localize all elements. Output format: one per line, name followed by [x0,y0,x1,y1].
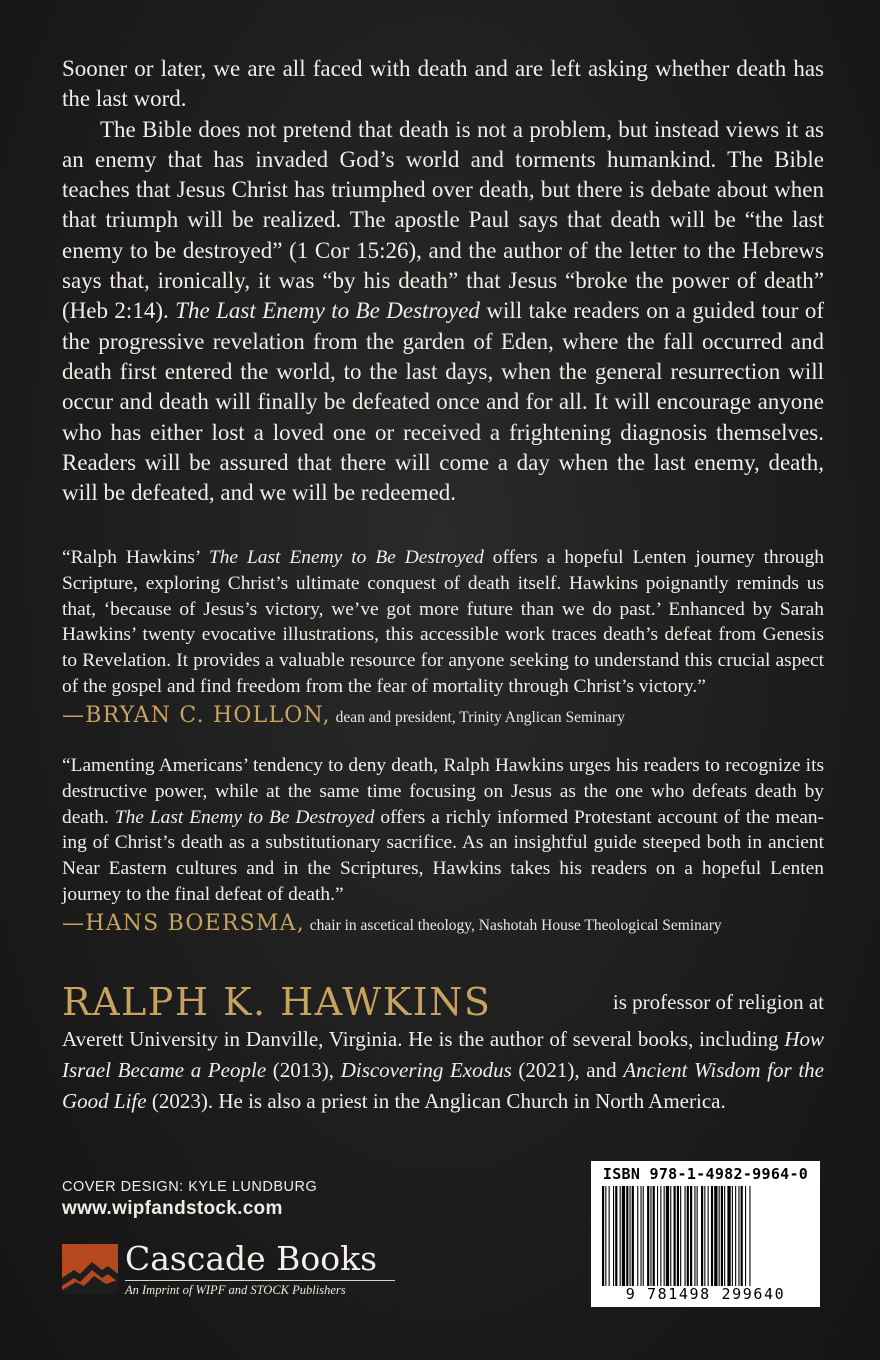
publisher-website[interactable]: www.wipfandstock.com [62,1198,283,1219]
quote-text: offers a hopeful Lenten journey through Scripture, exploring Christ’s ultimate conquest of death itself. Hawkins poignantly reminds us that, ‘because of Jesus’s victory, we’ve got more future than we do past.’ Enhanced by Sarah Hawkins’ twenty evocative illustrations, this accessible work traces death’s defeat from Genesis to Revelation. It provides a valuable resource for anyone seeking to understand this crucial aspect of the gospel and find freedom from the fear of mortality through Christ’s victory.” [62,547,824,697]
blurb-text: The Bible does not pretend that death is not a problem, but instead views it as an enemy that has invaded God’s world and torments humankind. The Bible teaches that Jesus Christ has triumphed over death, but there is debate about when that triumph will be realized. The apostle Paul says that death will be “the last enemy to be destroyed” (1 Cor 15:26), and the author of the letter to the Hebrews says that, ironically, it was “by his death” that Jesus “broke the power of death” (Heb 2:14). [62,116,824,324]
barcode-bar [657,1186,658,1286]
barcode-bar [711,1186,713,1286]
barcode-bar [630,1186,631,1286]
book-title: The Last Enemy to Be Destroyed [175,298,480,324]
isbn-barcode [591,1161,820,1307]
isbn-label: ISBN 978-1-4982-9964-0 [602,1165,809,1183]
blurb-paragraph-1: Sooner or later, we are all faced with death and are left asking whether death has the last word. [62,56,824,112]
barcode-bar [685,1186,686,1286]
book-title: The Last Enemy to Be Destroyed [208,547,484,568]
mountain-logo-icon [62,1244,118,1294]
endorsement-quote [62,545,824,700]
back-cover-blurb [62,54,824,508]
barcode-bar [670,1186,671,1286]
book-title: How Israel Became a People [62,1027,824,1082]
barcode-bar [680,1186,681,1286]
barcode-bar [637,1186,638,1286]
author-bio-text: (2023). He is also a priest in the Anglican Church in North America. [146,1089,726,1113]
barcode-bar [690,1186,692,1286]
barcode-bar [724,1186,725,1286]
author-bio [62,980,824,1117]
barcode-bar [704,1186,705,1286]
endorsement-boersma [62,753,824,941]
barcode-bar [666,1186,669,1286]
barcode-bar [735,1186,736,1286]
barcode-bar [719,1186,720,1286]
divider [125,1280,395,1281]
author-bio-text: Averett University in Danville, Virginia. He is the author of several books, including [62,1027,785,1051]
blurb-text: will take readers on a guided tour of the progressive revelation from the garden of Eden, where the fall occurred and death first entered the world, to the last days, when the general resurrection will occur and death will finally be defeated once and for all. It will encourage anyone who has either lost a loved one or received a frightening diagnosis themselves. Readers will be assured that there will come a day when the last enemy, death, will be defeated, and we will be redeemed. [62,298,825,506]
barcode-bar [697,1186,698,1286]
quote-text: “Ralph Hawkins’ [62,547,209,568]
endorsement-attribution [62,909,824,941]
quote-text: offers a richly informed Protestant account of the meaning of Christ’s death as a substitutionary sacrifice. As an insightful guide steeped both in ancient Near Eastern cultures and in the Scriptures, Hawkins takes his readers on a hopeful Lenten journey to the final defeat of death.” [62,806,825,905]
author-heading [62,980,824,1024]
endorser-name: —HANS BOERSMA, [62,910,305,936]
barcode-bar [749,1186,750,1286]
credits [62,1179,317,1220]
endorsement-attribution [62,701,824,733]
barcode-bar [714,1186,717,1286]
barcode-bar [727,1186,730,1286]
barcode-bar [660,1186,661,1286]
barcode-bar [732,1186,733,1286]
author-bio-body [62,1024,824,1117]
barcode-bar [677,1186,679,1286]
barcode-bar [653,1186,655,1286]
publisher-name: Cascade Books [125,1239,378,1278]
barcode-bar [741,1186,743,1286]
barcode-bar [643,1186,644,1286]
barcode-bar [745,1186,746,1286]
endorser-role: chair in ascetical theology, Nashotah House Theological Seminary [309,916,722,934]
publisher-logo [62,1240,402,1300]
book-title: The Last Enemy to Be Destroyed [114,806,375,828]
author-bio-text: is professor of religion at [612,990,824,1014]
barcode-bar [605,1186,606,1286]
barcode-bar [626,1186,628,1286]
barcode-bar [650,1186,651,1286]
quote-text: “Lamenting Americans’ tendency to deny death, Ralph Hawkins urges his readers to recognize its destructive power, while at the same time focusing on Jesus as the one who defeats death by death. [62,755,824,828]
barcode-digits: 9 781498 299640 [625,1285,786,1303]
endorser-role: dean and president, Trinity Anglican Seminary [335,708,625,726]
endorsement-hollon [62,545,824,733]
barcode-bar [674,1186,676,1286]
barcode-bar [602,1186,604,1286]
barcode-bar [613,1186,614,1286]
author-bio-text: (2021), and [511,1058,624,1082]
barcode-bars [602,1186,809,1286]
publisher-imprint: An Imprint of WIPF and STOCK Publishers [125,1283,346,1297]
book-title: Discovering Exodus [340,1058,512,1082]
book-title: Ancient Wisdom for the Good Life [62,1058,824,1113]
cover-design-credit: COVER DESIGN: KYLE LUNDBURG [62,1179,318,1195]
barcode-bar [738,1186,739,1286]
author-bio-text: (2013), [266,1058,341,1082]
barcode-bar [694,1186,695,1286]
blurb-paragraph-2 [62,115,824,509]
author-name: RALPH K. HAWKINS [62,980,492,1024]
endorsement-quote [62,753,824,908]
barcode-bar [632,1186,634,1286]
barcode-bar [721,1186,723,1286]
barcode-bar [647,1186,649,1286]
barcode-bar [620,1186,621,1286]
endorser-name: —BRYAN C. HOLLON, [62,702,331,728]
barcode-bar [708,1186,709,1286]
barcode-bar [609,1186,610,1286]
barcode-bar [701,1186,703,1286]
barcode-bar [615,1186,617,1286]
barcode-bar [664,1186,665,1286]
barcode-bar [622,1186,625,1286]
barcode-bar [687,1186,689,1286]
barcode-bar [641,1186,642,1286]
